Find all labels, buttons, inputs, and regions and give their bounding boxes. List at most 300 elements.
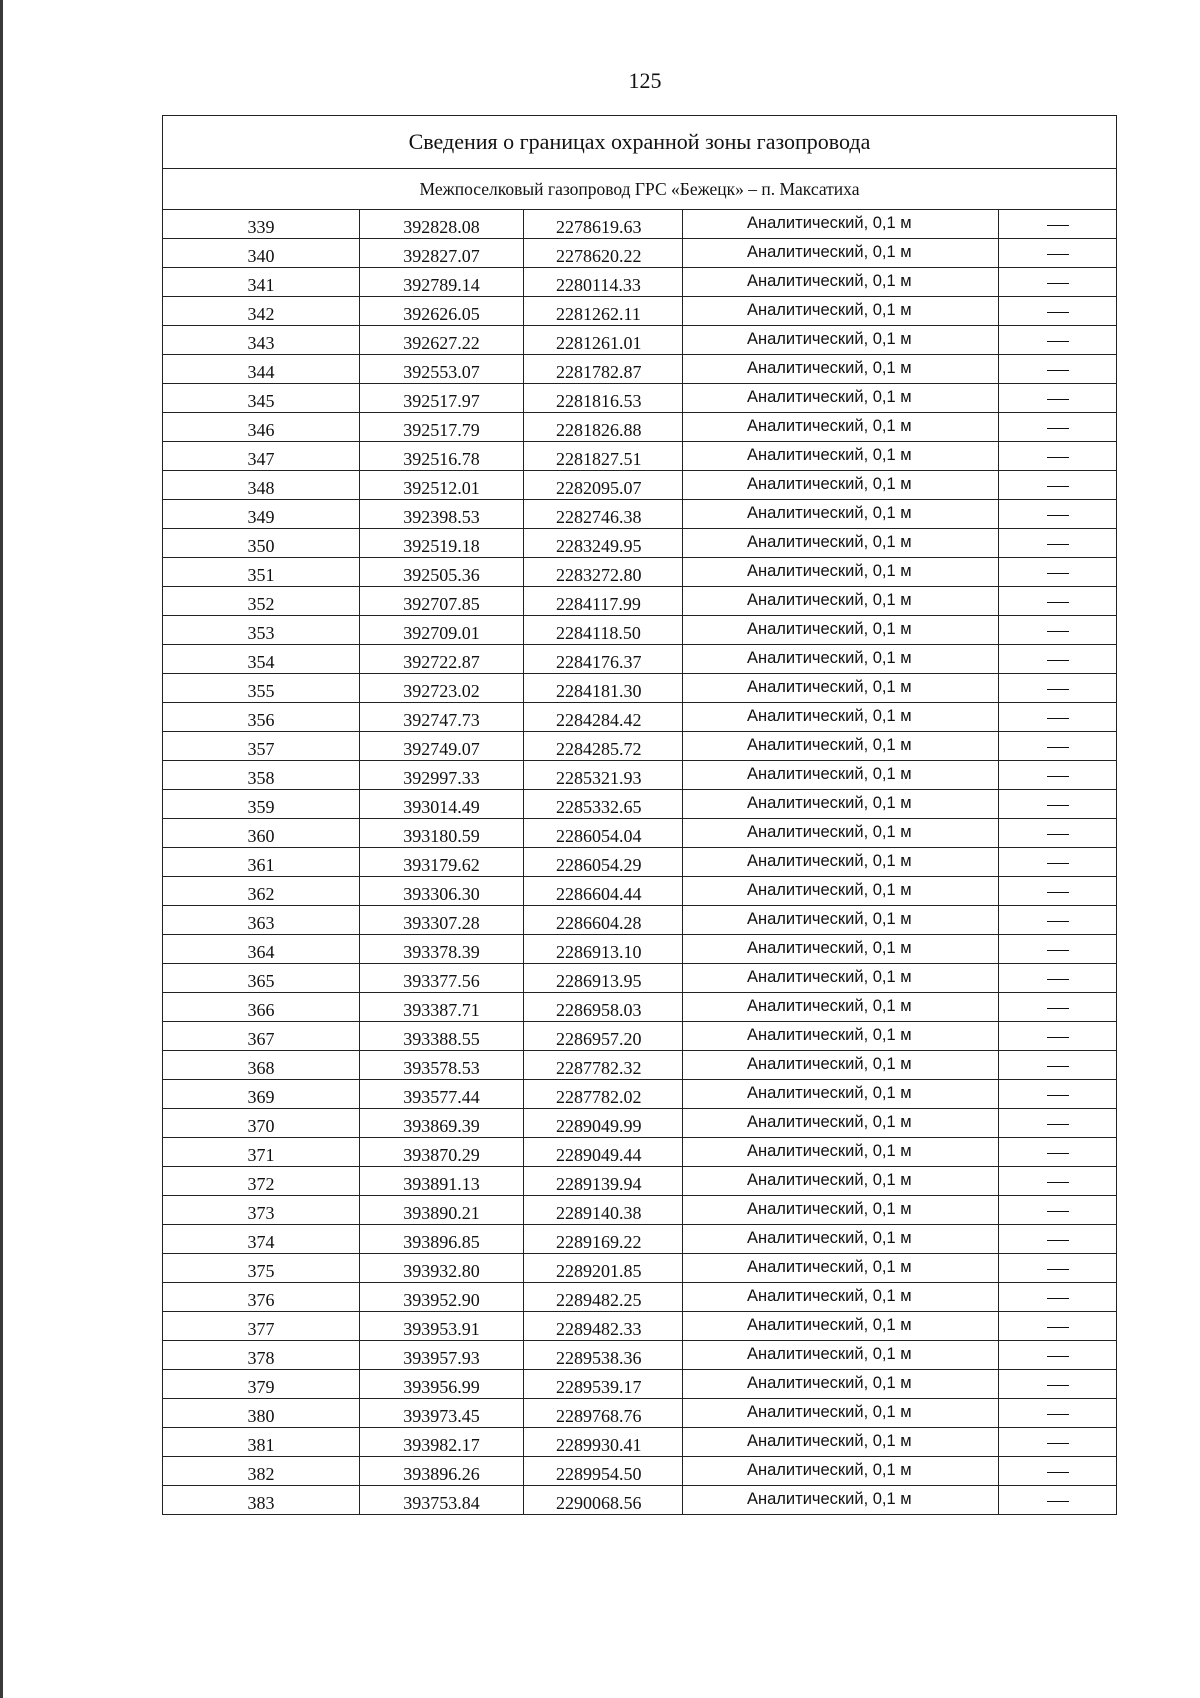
note-cell: [999, 326, 1117, 355]
method-cell: Аналитический, 0,1 м: [683, 848, 999, 877]
table-row: [163, 500, 1117, 529]
method-cell: Аналитический, 0,1 м: [683, 1080, 999, 1109]
x-coordinate-cell: 393179.62: [360, 848, 524, 877]
scan-edge: [0, 0, 3, 1698]
point-number-cell: 343: [163, 326, 360, 355]
table-row: [163, 1283, 1117, 1312]
point-number-cell: 347: [163, 442, 360, 471]
point-number-cell: 359: [163, 790, 360, 819]
method-cell: Аналитический, 0,1 м: [683, 645, 999, 674]
note-cell: [999, 268, 1117, 297]
note-dash: [1047, 486, 1069, 487]
note-cell: [999, 703, 1117, 732]
x-coordinate-cell: 393387.71: [360, 993, 524, 1022]
table-row: [163, 1022, 1117, 1051]
point-number-cell: 357: [163, 732, 360, 761]
y-coordinate-cell: 2284118.50: [524, 616, 683, 645]
x-coordinate-cell: 393896.26: [360, 1457, 524, 1486]
note-dash: [1047, 1472, 1069, 1473]
note-cell: [999, 993, 1117, 1022]
page-number: 125: [628, 68, 662, 93]
note-dash: [1047, 1240, 1069, 1241]
note-cell: [999, 1051, 1117, 1080]
y-coordinate-cell: 2281261.01: [524, 326, 683, 355]
y-coordinate-cell: 2289954.50: [524, 1457, 683, 1486]
table-row: [163, 906, 1117, 935]
method-cell: Аналитический, 0,1 м: [683, 297, 999, 326]
note-dash: [1047, 689, 1069, 690]
point-number-cell: 376: [163, 1283, 360, 1312]
x-coordinate-cell: 392627.22: [360, 326, 524, 355]
point-number-cell: 371: [163, 1138, 360, 1167]
note-cell: [999, 210, 1117, 239]
y-coordinate-cell: 2282095.07: [524, 471, 683, 500]
note-dash: [1047, 283, 1069, 284]
x-coordinate-cell: 392519.18: [360, 529, 524, 558]
point-number-cell: 374: [163, 1225, 360, 1254]
table-row: [163, 471, 1117, 500]
note-cell: [999, 877, 1117, 906]
note-cell: [999, 732, 1117, 761]
y-coordinate-cell: 2281816.53: [524, 384, 683, 413]
y-coordinate-cell: 2284285.72: [524, 732, 683, 761]
note-cell: [999, 587, 1117, 616]
point-number-cell: 383: [163, 1486, 360, 1515]
table-row: [163, 1428, 1117, 1457]
table-row: [163, 1196, 1117, 1225]
method-cell: Аналитический, 0,1 м: [683, 877, 999, 906]
method-cell: Аналитический, 0,1 м: [683, 1109, 999, 1138]
note-cell: [999, 413, 1117, 442]
note-dash: [1047, 544, 1069, 545]
table-row: [163, 558, 1117, 587]
table-row: [163, 1109, 1117, 1138]
method-cell: Аналитический, 0,1 м: [683, 587, 999, 616]
x-coordinate-cell: 393377.56: [360, 964, 524, 993]
y-coordinate-cell: 2285321.93: [524, 761, 683, 790]
point-number-cell: 339: [163, 210, 360, 239]
y-coordinate-cell: 2289140.38: [524, 1196, 683, 1225]
table-row: [163, 761, 1117, 790]
y-coordinate-cell: 2289482.33: [524, 1312, 683, 1341]
note-cell: [999, 297, 1117, 326]
table-row: [163, 790, 1117, 819]
method-cell: Аналитический, 0,1 м: [683, 1399, 999, 1428]
point-number-cell: 364: [163, 935, 360, 964]
table-row: [163, 645, 1117, 674]
point-number-cell: 352: [163, 587, 360, 616]
point-number-cell: 362: [163, 877, 360, 906]
method-cell: Аналитический, 0,1 м: [683, 616, 999, 645]
y-coordinate-cell: 2281262.11: [524, 297, 683, 326]
point-number-cell: 351: [163, 558, 360, 587]
note-dash: [1047, 1008, 1069, 1009]
y-coordinate-cell: 2278620.22: [524, 239, 683, 268]
x-coordinate-cell: 392553.07: [360, 355, 524, 384]
y-coordinate-cell: 2284181.30: [524, 674, 683, 703]
note-dash: [1047, 921, 1069, 922]
note-dash: [1047, 979, 1069, 980]
note-dash: [1047, 805, 1069, 806]
note-dash: [1047, 573, 1069, 574]
y-coordinate-cell: 2287782.02: [524, 1080, 683, 1109]
method-cell: Аналитический, 0,1 м: [683, 761, 999, 790]
x-coordinate-cell: 393753.84: [360, 1486, 524, 1515]
note-cell: [999, 906, 1117, 935]
method-cell: Аналитический, 0,1 м: [683, 1341, 999, 1370]
note-cell: [999, 1109, 1117, 1138]
method-cell: Аналитический, 0,1 м: [683, 1225, 999, 1254]
x-coordinate-cell: 392789.14: [360, 268, 524, 297]
boundary-table: [162, 115, 1117, 1515]
y-coordinate-cell: 2287782.32: [524, 1051, 683, 1080]
y-coordinate-cell: 2289538.36: [524, 1341, 683, 1370]
table-row: [163, 1051, 1117, 1080]
y-coordinate-cell: 2281826.88: [524, 413, 683, 442]
method-cell: Аналитический, 0,1 м: [683, 935, 999, 964]
point-number-cell: 380: [163, 1399, 360, 1428]
table-title: Сведения о границах охранной зоны газопровода: [163, 116, 1117, 169]
y-coordinate-cell: 2284284.42: [524, 703, 683, 732]
note-dash: [1047, 1182, 1069, 1183]
table-row: [163, 384, 1117, 413]
method-cell: Аналитический, 0,1 м: [683, 210, 999, 239]
note-cell: [999, 674, 1117, 703]
note-dash: [1047, 399, 1069, 400]
point-number-cell: 368: [163, 1051, 360, 1080]
x-coordinate-cell: 393953.91: [360, 1312, 524, 1341]
method-cell: Аналитический, 0,1 м: [683, 703, 999, 732]
y-coordinate-cell: 2280114.33: [524, 268, 683, 297]
note-dash: [1047, 254, 1069, 255]
table-row: [163, 732, 1117, 761]
note-cell: [999, 500, 1117, 529]
point-number-cell: 341: [163, 268, 360, 297]
table-row: [163, 268, 1117, 297]
x-coordinate-cell: 393870.29: [360, 1138, 524, 1167]
note-dash: [1047, 515, 1069, 516]
y-coordinate-cell: 2286054.04: [524, 819, 683, 848]
table-row: [163, 1312, 1117, 1341]
note-dash: [1047, 370, 1069, 371]
point-number-cell: 340: [163, 239, 360, 268]
x-coordinate-cell: 393577.44: [360, 1080, 524, 1109]
method-cell: Аналитический, 0,1 м: [683, 500, 999, 529]
table-row: [163, 1341, 1117, 1370]
note-dash: [1047, 1095, 1069, 1096]
method-cell: Аналитический, 0,1 м: [683, 1428, 999, 1457]
table-title-row: [163, 116, 1117, 169]
note-dash: [1047, 660, 1069, 661]
table-row: [163, 442, 1117, 471]
table-row: [163, 674, 1117, 703]
note-dash: [1047, 1356, 1069, 1357]
point-number-cell: 369: [163, 1080, 360, 1109]
x-coordinate-cell: 392626.05: [360, 297, 524, 326]
table-row: [163, 877, 1117, 906]
y-coordinate-cell: 2290068.56: [524, 1486, 683, 1515]
y-coordinate-cell: 2283272.80: [524, 558, 683, 587]
note-dash: [1047, 1327, 1069, 1328]
x-coordinate-cell: 393952.90: [360, 1283, 524, 1312]
x-coordinate-cell: 393578.53: [360, 1051, 524, 1080]
table-row: [163, 587, 1117, 616]
table-row: [163, 819, 1117, 848]
x-coordinate-cell: 392997.33: [360, 761, 524, 790]
y-coordinate-cell: 2284176.37: [524, 645, 683, 674]
x-coordinate-cell: 392722.87: [360, 645, 524, 674]
method-cell: Аналитический, 0,1 м: [683, 1312, 999, 1341]
point-number-cell: 379: [163, 1370, 360, 1399]
note-dash: [1047, 1298, 1069, 1299]
table-row: [163, 413, 1117, 442]
note-dash: [1047, 1153, 1069, 1154]
x-coordinate-cell: 393956.99: [360, 1370, 524, 1399]
note-dash: [1047, 834, 1069, 835]
table-row: [163, 1225, 1117, 1254]
note-cell: [999, 1022, 1117, 1051]
x-coordinate-cell: 392827.07: [360, 239, 524, 268]
x-coordinate-cell: 393307.28: [360, 906, 524, 935]
method-cell: Аналитический, 0,1 м: [683, 732, 999, 761]
note-cell: [999, 645, 1117, 674]
table-row: [163, 964, 1117, 993]
point-number-cell: 355: [163, 674, 360, 703]
note-dash: [1047, 1385, 1069, 1386]
note-dash: [1047, 892, 1069, 893]
point-number-cell: 365: [163, 964, 360, 993]
note-cell: [999, 848, 1117, 877]
y-coordinate-cell: 2286054.29: [524, 848, 683, 877]
y-coordinate-cell: 2289201.85: [524, 1254, 683, 1283]
x-coordinate-cell: 393014.49: [360, 790, 524, 819]
x-coordinate-cell: 392828.08: [360, 210, 524, 239]
method-cell: Аналитический, 0,1 м: [683, 674, 999, 703]
note-cell: [999, 529, 1117, 558]
table-row: [163, 1370, 1117, 1399]
x-coordinate-cell: 392707.85: [360, 587, 524, 616]
table-row: [163, 1138, 1117, 1167]
table-row: [163, 935, 1117, 964]
x-coordinate-cell: 392723.02: [360, 674, 524, 703]
table-row: [163, 1486, 1117, 1515]
x-coordinate-cell: 392398.53: [360, 500, 524, 529]
point-number-cell: 377: [163, 1312, 360, 1341]
point-number-cell: 346: [163, 413, 360, 442]
note-cell: [999, 790, 1117, 819]
note-dash: [1047, 950, 1069, 951]
x-coordinate-cell: 393306.30: [360, 877, 524, 906]
point-number-cell: 370: [163, 1109, 360, 1138]
method-cell: Аналитический, 0,1 м: [683, 1196, 999, 1225]
x-coordinate-cell: 392709.01: [360, 616, 524, 645]
point-number-cell: 366: [163, 993, 360, 1022]
method-cell: Аналитический, 0,1 м: [683, 1254, 999, 1283]
note-cell: [999, 1167, 1117, 1196]
x-coordinate-cell: 393957.93: [360, 1341, 524, 1370]
method-cell: Аналитический, 0,1 м: [683, 906, 999, 935]
point-number-cell: 373: [163, 1196, 360, 1225]
table-row: [163, 1167, 1117, 1196]
x-coordinate-cell: 392747.73: [360, 703, 524, 732]
note-cell: [999, 1428, 1117, 1457]
x-coordinate-cell: 393388.55: [360, 1022, 524, 1051]
table-row: [163, 297, 1117, 326]
method-cell: Аналитический, 0,1 м: [683, 268, 999, 297]
y-coordinate-cell: 2286604.28: [524, 906, 683, 935]
point-number-cell: 345: [163, 384, 360, 413]
x-coordinate-cell: 393896.85: [360, 1225, 524, 1254]
note-cell: [999, 558, 1117, 587]
point-number-cell: 361: [163, 848, 360, 877]
note-cell: [999, 384, 1117, 413]
point-number-cell: 348: [163, 471, 360, 500]
note-dash: [1047, 747, 1069, 748]
x-coordinate-cell: 392517.97: [360, 384, 524, 413]
table-row: [163, 703, 1117, 732]
note-cell: [999, 1138, 1117, 1167]
table-row: [163, 210, 1117, 239]
method-cell: Аналитический, 0,1 м: [683, 529, 999, 558]
method-cell: Аналитический, 0,1 м: [683, 1486, 999, 1515]
method-cell: Аналитический, 0,1 м: [683, 1167, 999, 1196]
point-number-cell: 349: [163, 500, 360, 529]
note-cell: [999, 1399, 1117, 1428]
note-dash: [1047, 1414, 1069, 1415]
note-cell: [999, 471, 1117, 500]
table-row: [163, 355, 1117, 384]
table-row: [163, 993, 1117, 1022]
note-cell: [999, 442, 1117, 471]
y-coordinate-cell: 2286957.20: [524, 1022, 683, 1051]
table-row: [163, 326, 1117, 355]
y-coordinate-cell: 2282746.38: [524, 500, 683, 529]
point-number-cell: 344: [163, 355, 360, 384]
note-dash: [1047, 312, 1069, 313]
point-number-cell: 372: [163, 1167, 360, 1196]
note-dash: [1047, 457, 1069, 458]
point-number-cell: 363: [163, 906, 360, 935]
table-row: [163, 1254, 1117, 1283]
note-cell: [999, 355, 1117, 384]
x-coordinate-cell: 393973.45: [360, 1399, 524, 1428]
point-number-cell: 381: [163, 1428, 360, 1457]
note-cell: [999, 935, 1117, 964]
x-coordinate-cell: 392516.78: [360, 442, 524, 471]
note-dash: [1047, 428, 1069, 429]
note-dash: [1047, 1211, 1069, 1212]
x-coordinate-cell: 392512.01: [360, 471, 524, 500]
note-dash: [1047, 225, 1069, 226]
y-coordinate-cell: 2289768.76: [524, 1399, 683, 1428]
y-coordinate-cell: 2284117.99: [524, 587, 683, 616]
note-dash: [1047, 863, 1069, 864]
method-cell: Аналитический, 0,1 м: [683, 1283, 999, 1312]
note-cell: [999, 1283, 1117, 1312]
method-cell: Аналитический, 0,1 м: [683, 790, 999, 819]
note-dash: [1047, 776, 1069, 777]
x-coordinate-cell: 393180.59: [360, 819, 524, 848]
note-cell: [999, 1341, 1117, 1370]
note-dash: [1047, 341, 1069, 342]
note-cell: [999, 616, 1117, 645]
note-cell: [999, 1080, 1117, 1109]
y-coordinate-cell: 2289049.99: [524, 1109, 683, 1138]
note-cell: [999, 1457, 1117, 1486]
method-cell: Аналитический, 0,1 м: [683, 964, 999, 993]
method-cell: Аналитический, 0,1 м: [683, 384, 999, 413]
note-dash: [1047, 1124, 1069, 1125]
note-dash: [1047, 1066, 1069, 1067]
note-dash: [1047, 602, 1069, 603]
note-dash: [1047, 631, 1069, 632]
method-cell: Аналитический, 0,1 м: [683, 1138, 999, 1167]
y-coordinate-cell: 2289539.17: [524, 1370, 683, 1399]
note-dash: [1047, 1269, 1069, 1270]
x-coordinate-cell: 392749.07: [360, 732, 524, 761]
x-coordinate-cell: 393378.39: [360, 935, 524, 964]
table-row: [163, 1399, 1117, 1428]
note-cell: [999, 1196, 1117, 1225]
x-coordinate-cell: 393982.17: [360, 1428, 524, 1457]
table-row: [163, 848, 1117, 877]
note-cell: [999, 964, 1117, 993]
point-number-cell: 354: [163, 645, 360, 674]
table-subtitle: Межпоселковый газопровод ГРС «Бежецк» – п. Максатиха: [163, 169, 1117, 210]
x-coordinate-cell: 392517.79: [360, 413, 524, 442]
note-dash: [1047, 1501, 1069, 1502]
point-number-cell: 367: [163, 1022, 360, 1051]
y-coordinate-cell: 2289049.44: [524, 1138, 683, 1167]
note-dash: [1047, 1037, 1069, 1038]
table-row: [163, 1457, 1117, 1486]
y-coordinate-cell: 2286913.95: [524, 964, 683, 993]
point-number-cell: 356: [163, 703, 360, 732]
x-coordinate-cell: 393891.13: [360, 1167, 524, 1196]
table-row: [163, 239, 1117, 268]
note-cell: [999, 761, 1117, 790]
method-cell: Аналитический, 0,1 м: [683, 1022, 999, 1051]
method-cell: Аналитический, 0,1 м: [683, 1457, 999, 1486]
method-cell: Аналитический, 0,1 м: [683, 993, 999, 1022]
point-number-cell: 360: [163, 819, 360, 848]
y-coordinate-cell: 2286958.03: [524, 993, 683, 1022]
y-coordinate-cell: 2286604.44: [524, 877, 683, 906]
point-number-cell: 375: [163, 1254, 360, 1283]
y-coordinate-cell: 2285332.65: [524, 790, 683, 819]
y-coordinate-cell: 2289169.22: [524, 1225, 683, 1254]
y-coordinate-cell: 2281782.87: [524, 355, 683, 384]
point-number-cell: 350: [163, 529, 360, 558]
table-row: [163, 1080, 1117, 1109]
note-cell: [999, 1370, 1117, 1399]
method-cell: Аналитический, 0,1 м: [683, 819, 999, 848]
y-coordinate-cell: 2286913.10: [524, 935, 683, 964]
method-cell: Аналитический, 0,1 м: [683, 1370, 999, 1399]
note-cell: [999, 1225, 1117, 1254]
note-cell: [999, 1312, 1117, 1341]
y-coordinate-cell: 2278619.63: [524, 210, 683, 239]
note-cell: [999, 1254, 1117, 1283]
table-row: [163, 529, 1117, 558]
point-number-cell: 358: [163, 761, 360, 790]
y-coordinate-cell: 2289139.94: [524, 1167, 683, 1196]
note-cell: [999, 239, 1117, 268]
table-subtitle-row: [163, 169, 1117, 210]
table-row: [163, 616, 1117, 645]
x-coordinate-cell: 393890.21: [360, 1196, 524, 1225]
y-coordinate-cell: 2289482.25: [524, 1283, 683, 1312]
